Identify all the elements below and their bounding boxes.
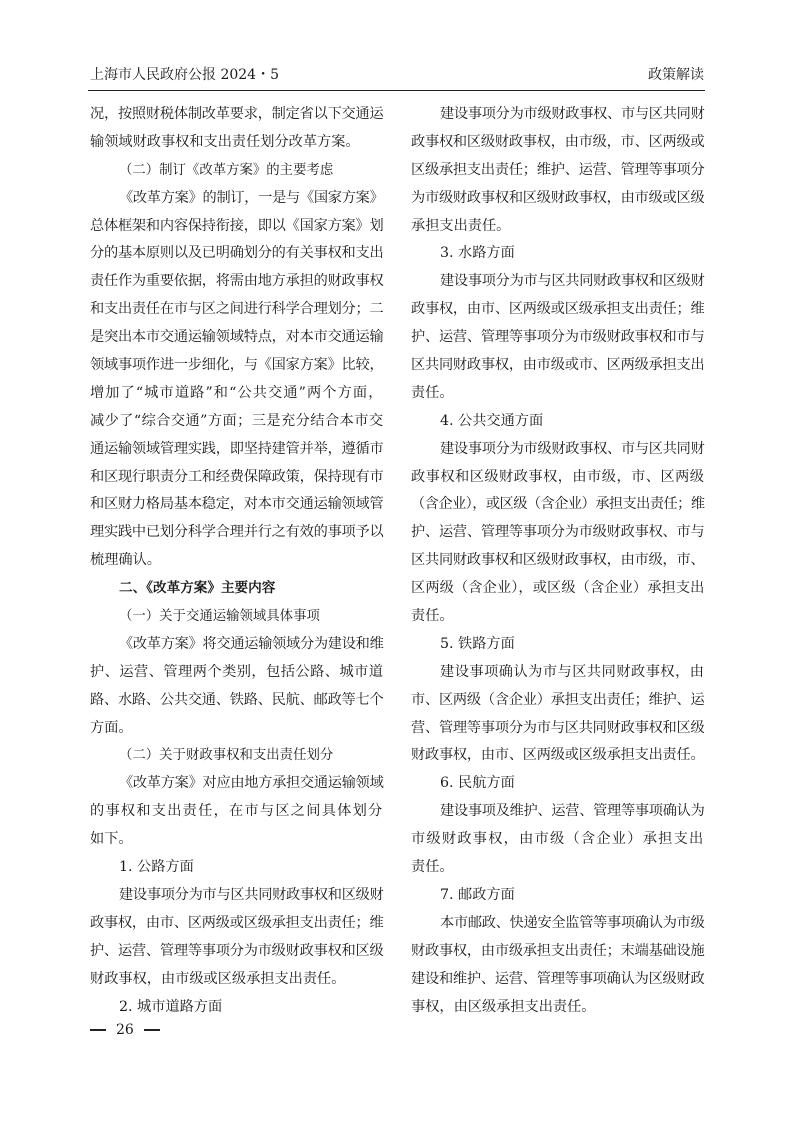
text-line-content: 况，按照财税体制改革要求，制定省以下交通运 xyxy=(90,106,384,122)
text-line xyxy=(90,213,384,241)
paragraph xyxy=(90,631,384,743)
text-line xyxy=(411,938,705,966)
text-line xyxy=(411,994,705,1022)
text-line xyxy=(90,268,384,296)
text-line-content: 1. 公路方面 xyxy=(119,859,194,876)
text-line-content: 是突出本市交通运输领域特点，对本市交通运输 xyxy=(90,329,384,346)
text-line xyxy=(90,994,384,1022)
text-line xyxy=(90,742,384,770)
text-line xyxy=(411,882,705,910)
text-line-content: 分的基本原则以及已明确划分的有关事权和支出 xyxy=(90,245,384,262)
text-line-content: 二、《改革方案》主要内容 xyxy=(119,580,276,597)
text-line-content: 7. 邮政方面 xyxy=(440,886,515,903)
text-line xyxy=(90,240,384,268)
text-line-content: 护、运营、管理等事项分为市级财政事权和市与 xyxy=(411,329,705,346)
text-line xyxy=(90,408,384,436)
text-line-content: 责任。 xyxy=(411,384,454,401)
text-line-content: 总体框架和内容保持衔接，即以《国家方案》划 xyxy=(90,217,384,234)
text-line-content: 为市级财政事权和区级财政事权，由市级或区级 xyxy=(411,189,705,206)
section-title: 政策解读 xyxy=(648,67,704,83)
text-line xyxy=(90,324,384,352)
text-line-content: 护、运营、管理等事项分为市级财政事权和区级 xyxy=(90,942,384,959)
text-line-content: 政事权，由市、区两级或区级承担支出责任；维 xyxy=(411,301,705,318)
text-line xyxy=(90,380,384,408)
text-line-content: 2. 城市道路方面 xyxy=(119,998,223,1015)
text-line-content: （二）关于财政事权和支出责任划分 xyxy=(119,748,334,764)
text-line-content: 的事权和支出责任，在市与区之间具体划分 xyxy=(90,803,384,820)
text-line xyxy=(411,910,705,938)
text-line xyxy=(411,129,705,157)
text-line-content: 政事权，由市、区两级或区级承担支出责任；维 xyxy=(90,914,384,931)
text-line-content: 和区财力格局基本稳定，对本市交通运输领域管 xyxy=(90,496,384,513)
text-line-content: 建设事项及维护、运营、管理等事项确认为 xyxy=(440,803,705,820)
numbered-subheading xyxy=(411,631,705,659)
text-line xyxy=(411,575,705,603)
text-line-content: 通运输领域管理实践，即坚持建管并举，遵循市 xyxy=(90,440,384,457)
text-line-content: 如下。 xyxy=(90,831,133,848)
text-line xyxy=(90,882,384,910)
text-line xyxy=(411,185,705,213)
text-line xyxy=(411,854,705,882)
text-line-content: 本市邮政、快递安全监管等事项确认为市级 xyxy=(440,914,705,931)
text-line-content: （一）关于交通运输领域具体事项 xyxy=(119,609,320,625)
text-line xyxy=(411,519,705,547)
numbered-subheading xyxy=(411,882,705,910)
text-line xyxy=(90,603,384,631)
text-line-content: 市级财政事权，由市级（含企业）承担支出 xyxy=(411,831,705,848)
text-line xyxy=(90,575,384,603)
numbered-subheading xyxy=(411,770,705,798)
text-line-content: 路、水路、公共交通、铁路、民航、邮政等七个 xyxy=(90,691,384,708)
text-line xyxy=(90,770,384,798)
text-line xyxy=(90,938,384,966)
text-line xyxy=(411,770,705,798)
numbered-subheading xyxy=(90,994,384,1022)
text-line-content: 建设事项分为市与区共同财政事权和区级财 xyxy=(440,273,705,290)
text-line xyxy=(90,352,384,380)
text-line-content: 4. 公共交通方面 xyxy=(440,412,544,429)
section-heading xyxy=(90,603,384,631)
text-line-content: 和区现行职责分工和经费保障政策，保持现有市 xyxy=(90,468,384,485)
text-line xyxy=(90,854,384,882)
right-column xyxy=(411,101,705,1021)
text-line xyxy=(90,157,384,185)
text-line-content: 3. 水路方面 xyxy=(440,245,515,262)
text-line-content: 责任。 xyxy=(411,608,454,625)
text-line-content: 事权，由区级承担支出责任。 xyxy=(411,998,596,1015)
text-line-content: 建设事项分为市级财政事权、市与区共同财 xyxy=(440,440,705,457)
text-line-content: 建设事项分为市级财政事权、市与区共同财 xyxy=(440,106,705,122)
text-line-content: 责任。 xyxy=(411,859,454,876)
dash-left xyxy=(90,1029,106,1031)
text-line xyxy=(411,240,705,268)
numbered-subheading xyxy=(411,240,705,268)
text-line-content: 区共同财政事权和区级财政事权，由市级，市、 xyxy=(411,552,705,569)
text-line-content: 营、管理等事项分为市与区共同财政事权和区级 xyxy=(411,719,705,736)
text-line xyxy=(90,185,384,213)
paragraph xyxy=(90,882,384,994)
text-line-content: 财政事权，由市、区两级或区级承担支出责任。 xyxy=(411,747,705,764)
text-line xyxy=(411,324,705,352)
text-line xyxy=(90,910,384,938)
paragraph xyxy=(411,101,705,240)
text-line-content: 《改革方案》将交通运输领域分为建设和维 xyxy=(119,635,384,652)
text-line-content: 《改革方案》对应由地方承担交通运输领域 xyxy=(119,775,384,792)
text-line xyxy=(411,157,705,185)
text-line xyxy=(90,129,384,157)
text-line-content: 梳理确认。 xyxy=(90,552,161,569)
text-line-content: 政事权和区级财政事权，由市级，市、区两级 xyxy=(411,468,705,485)
text-line xyxy=(90,296,384,324)
text-line xyxy=(90,659,384,687)
text-line-content: （含企业），或区级（含企业）承担支出责任；维 xyxy=(411,496,705,513)
text-line xyxy=(411,380,705,408)
text-line-content: 减少了“综合交通”方面；三是充分结合本市交 xyxy=(90,412,384,429)
paragraph xyxy=(411,659,705,771)
text-line xyxy=(411,436,705,464)
text-line xyxy=(411,687,705,715)
text-line-content: 承担支出责任。 xyxy=(411,217,511,234)
numbered-subheading xyxy=(411,408,705,436)
text-line xyxy=(90,798,384,826)
text-line xyxy=(90,631,384,659)
text-line-content: 6. 民航方面 xyxy=(440,775,515,792)
text-line-content: 方面。 xyxy=(90,719,133,736)
paragraph xyxy=(411,436,705,631)
numbered-subheading xyxy=(90,854,384,882)
text-line xyxy=(90,966,384,994)
text-line-content: 区级承担支出责任；维护、运营、管理等事项分 xyxy=(411,161,705,178)
text-line xyxy=(90,715,384,743)
text-line xyxy=(411,101,705,129)
text-line xyxy=(411,491,705,519)
text-line-content: 责任作为重要依据，将需由地方承担的财政事权 xyxy=(90,273,384,290)
text-line xyxy=(411,798,705,826)
text-line-content: 和支出责任在市与区之间进行科学合理划分；二 xyxy=(90,301,384,318)
text-line-content: 建设事项分为市与区共同财政事权和区级财 xyxy=(119,886,384,903)
text-line xyxy=(411,296,705,324)
text-line xyxy=(90,491,384,519)
paragraph xyxy=(411,268,705,407)
text-line-content: 建设事项确认为市与区共同财政事权，由 xyxy=(440,663,705,680)
text-line xyxy=(411,464,705,492)
paragraph xyxy=(411,798,705,882)
text-line xyxy=(411,408,705,436)
paragraph xyxy=(411,910,705,1022)
text-line-content: 财政事权，由市级承担支出责任；末端基础设施 xyxy=(411,942,705,959)
text-line xyxy=(411,715,705,743)
text-line-content: 护、运营、管理两个类别，包括公路、城市道 xyxy=(90,663,384,680)
text-line-content: 5. 铁路方面 xyxy=(440,635,515,652)
text-line xyxy=(411,268,705,296)
text-line xyxy=(411,659,705,687)
left-column xyxy=(90,101,384,1021)
text-line-content: 财政事权，由市级或区级承担支出责任。 xyxy=(90,970,346,987)
text-line-content: 理实践中已划分科学合理并行之有效的事项予以 xyxy=(90,524,384,541)
text-line-content: 建设和维护、运营、管理等事项确认为区级财政 xyxy=(411,970,705,987)
text-line xyxy=(90,436,384,464)
paragraph xyxy=(90,185,384,575)
paragraph xyxy=(90,770,384,854)
text-line xyxy=(90,101,384,129)
text-line-content: 《改革方案》的制订，一是与《国家方案》 xyxy=(119,189,384,206)
text-line-content: 领域事项作进一步细化，与《国家方案》比较， xyxy=(90,357,384,374)
text-line xyxy=(411,352,705,380)
text-line xyxy=(90,547,384,575)
text-line xyxy=(411,826,705,854)
text-line-content: 政事权和区级财政事权，由市级，市、区两级或 xyxy=(411,133,705,150)
page-footer xyxy=(90,1020,160,1040)
dash-right xyxy=(144,1029,160,1031)
header-rule xyxy=(88,90,705,91)
text-line xyxy=(411,547,705,575)
text-line xyxy=(411,742,705,770)
text-line xyxy=(90,687,384,715)
page-number: 26 xyxy=(116,1022,134,1038)
text-line xyxy=(90,826,384,854)
text-line-content: 市、区两级（含企业）承担支出责任；维护、运 xyxy=(411,691,705,708)
publication-title: 上海市人民政府公报 2024・5 xyxy=(90,67,279,83)
section-heading xyxy=(90,157,384,185)
text-line xyxy=(411,213,705,241)
text-line-content: 护、运营、管理等事项分为市级财政事权、市与 xyxy=(411,524,705,541)
text-line-content: 区两级（含企业），或区级（含企业）承担支出 xyxy=(411,580,705,597)
text-line-content: 输领域财政事权和支出责任划分改革方案。 xyxy=(90,133,360,150)
text-line-content: （二）制订《改革方案》的主要考虑 xyxy=(119,162,334,178)
section-heading xyxy=(90,575,384,603)
text-line xyxy=(90,464,384,492)
text-line-content: 区共同财政事权，由市级或市、区两级承担支出 xyxy=(411,357,705,374)
text-line-content: 增加了“城市道路”和“公共交通”两个方面， xyxy=(90,384,384,401)
paragraph xyxy=(90,101,384,157)
text-line xyxy=(90,519,384,547)
section-heading xyxy=(90,742,384,770)
text-line xyxy=(411,966,705,994)
text-line xyxy=(411,631,705,659)
text-line xyxy=(411,603,705,631)
